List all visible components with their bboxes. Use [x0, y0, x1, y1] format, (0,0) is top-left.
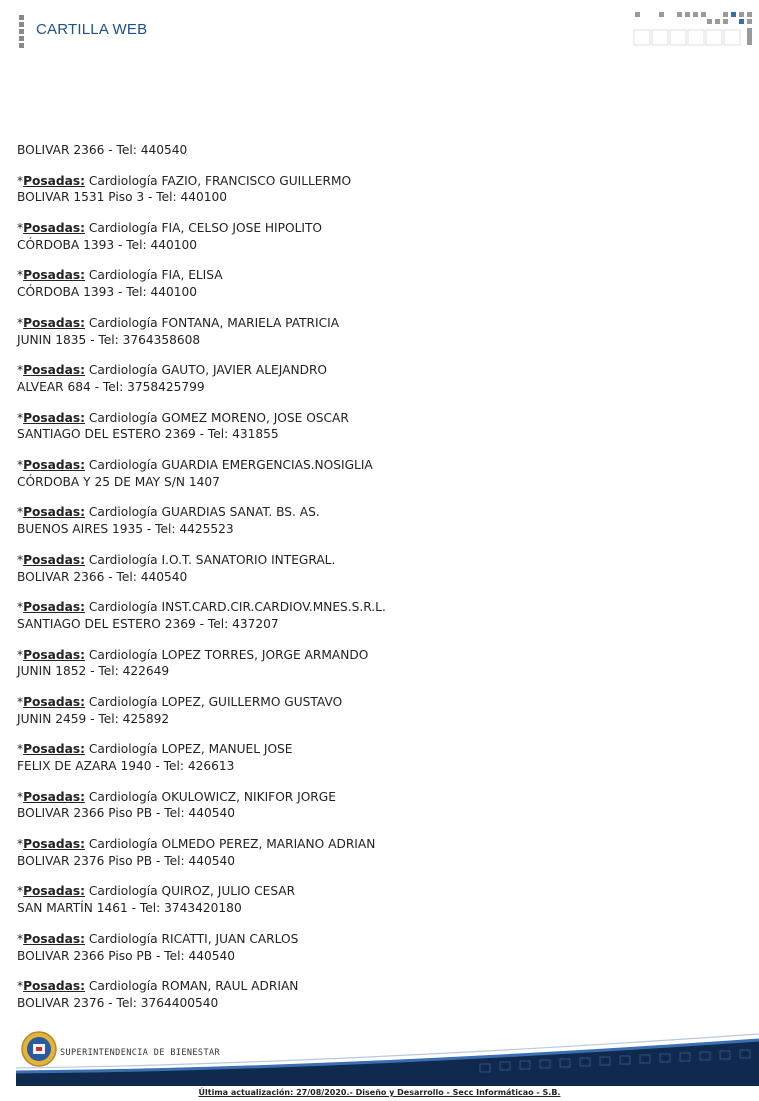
list-item	[17, 599, 737, 633]
entry-prefix: *	[17, 552, 24, 567]
entry-city: Posadas:	[23, 742, 85, 757]
entry-prefix: *	[17, 600, 24, 615]
entry-description: Cardiología GUARDIA EMERGENCIAS.NOSIGLIA	[84, 457, 373, 472]
entry-description: Cardiología OLMEDO PEREZ, MARIANO ADRIAN	[84, 837, 376, 852]
entry-city: Posadas:	[23, 173, 85, 188]
entry-prefix: *	[17, 220, 24, 235]
entry-prefix: *	[17, 647, 24, 662]
entry-city: Posadas:	[23, 647, 85, 662]
list-item	[17, 457, 737, 491]
header-grid-decoration	[633, 12, 755, 46]
entry-description: Cardiología GAUTO, JAVIER ALEJANDRO	[84, 363, 328, 378]
entry-description: Cardiología FIA, ELISA	[84, 268, 223, 283]
list-item-continuation: BOLIVAR 2366 - Tel: 440540	[17, 143, 188, 157]
entry-address: BUENOS AIRES 1935 - Tel: 4425523	[17, 522, 234, 537]
entry-city: Posadas:	[23, 600, 85, 615]
entry-address: JUNIN 1835 - Tel: 3764358608	[17, 332, 201, 347]
entry-city: Posadas:	[23, 789, 85, 804]
list-item	[17, 836, 737, 870]
entry-prefix: *	[17, 742, 24, 757]
entry-address: BOLIVAR 2366 Piso PB - Tel: 440540	[17, 806, 236, 821]
list-item	[17, 552, 737, 586]
entry-description: Cardiología GUARDIAS SANAT. BS. AS.	[84, 505, 320, 520]
entry-address: JUNIN 2459 - Tel: 425892	[17, 711, 170, 726]
list-item	[17, 220, 737, 254]
entry-description: Cardiología LOPEZ, GUILLERMO GUSTAVO	[84, 694, 343, 709]
list-item	[17, 694, 737, 728]
last-update-note: Última actualización: 27/08/2020.- Diseño y Desarrollo - Secc Informáticao - S.B.	[198, 1088, 561, 1097]
list-item	[17, 647, 737, 681]
entry-prefix: *	[17, 363, 24, 378]
entry-prefix: *	[17, 268, 24, 283]
entry-address: SANTIAGO DEL ESTERO 2369 - Tel: 437207	[17, 616, 279, 631]
entry-description: Cardiología FONTANA, MARIELA PATRICIA	[84, 315, 340, 330]
entry-prefix: *	[17, 884, 24, 899]
entry-city: Posadas:	[23, 552, 85, 567]
entry-address: ALVEAR 684 - Tel: 3758425799	[17, 379, 205, 394]
header-accent-bar	[19, 15, 24, 46]
entry-address: SANTIAGO DEL ESTERO 2369 - Tel: 431855	[17, 427, 279, 442]
entry-prefix: *	[17, 931, 24, 946]
provider-list	[17, 142, 737, 1026]
entry-address: JUNIN 1852 - Tel: 422649	[17, 664, 170, 679]
entry-city: Posadas:	[23, 837, 85, 852]
org-name: SUPERINTENDENCIA DE BIENESTAR	[60, 1048, 221, 1058]
entry-prefix: *	[17, 837, 24, 852]
entry-prefix: *	[17, 694, 24, 709]
entry-prefix: *	[17, 173, 24, 188]
list-item	[17, 315, 737, 349]
entry-address: SAN MARTÍN 1461 - Tel: 3743420180	[17, 901, 242, 916]
entry-address: BOLIVAR 1531 Piso 3 - Tel: 440100	[17, 190, 228, 205]
page-title: CARTILLA WEB	[36, 21, 148, 38]
entry-description: Cardiología INST.CARD.CIR.CARDIOV.MNES.S.R.L.	[84, 600, 386, 615]
entry-city: Posadas:	[23, 363, 85, 378]
entry-description: Cardiología FAZIO, FRANCISCO GUILLERMO	[84, 173, 352, 188]
entry-description: Cardiología OKULOWICZ, NIKIFOR JORGE	[84, 789, 336, 804]
entry-address: CÓRDOBA Y 25 DE MAY S/N 1407	[17, 474, 220, 489]
entry-prefix: *	[17, 505, 24, 520]
list-item	[17, 410, 737, 444]
entry-description: Cardiología RICATTI, JUAN CARLOS	[84, 931, 299, 946]
entry-city: Posadas:	[23, 979, 85, 994]
entry-description: Cardiología FIA, CELSO JOSE HIPOLITO	[84, 220, 323, 235]
entry-prefix: *	[17, 457, 24, 472]
entry-address: BOLIVAR 2366 Piso PB - Tel: 440540	[17, 948, 236, 963]
entry-address: BOLIVAR 2366 - Tel: 440540	[17, 569, 188, 584]
list-item	[17, 267, 737, 301]
entry-description: Cardiología LOPEZ TORRES, JORGE ARMANDO	[84, 647, 369, 662]
entry-city: Posadas:	[23, 884, 85, 899]
entry-address: CÓRDOBA 1393 - Tel: 440100	[17, 285, 198, 300]
entry-prefix: *	[17, 315, 24, 330]
entry-city: Posadas:	[23, 931, 85, 946]
list-item	[17, 789, 737, 823]
entry-prefix: *	[17, 979, 24, 994]
entry-city: Posadas:	[23, 410, 85, 425]
list-item	[17, 931, 737, 965]
list-item	[17, 362, 737, 396]
list-item	[17, 173, 737, 207]
entry-city: Posadas:	[23, 505, 85, 520]
list-item	[17, 883, 737, 917]
entry-description: Cardiología LOPEZ, MANUEL JOSE	[84, 742, 293, 757]
entry-address: BOLIVAR 2376 Piso PB - Tel: 440540	[17, 853, 236, 868]
entry-city: Posadas:	[23, 315, 85, 330]
entry-city: Posadas:	[23, 220, 85, 235]
entry-description: Cardiología QUIROZ, JULIO CESAR	[84, 884, 296, 899]
entry-description: Cardiología I.O.T. SANATORIO INTEGRAL.	[84, 552, 336, 567]
entry-city: Posadas:	[23, 268, 85, 283]
entry-prefix: *	[17, 789, 24, 804]
entry-address: BOLIVAR 2376 - Tel: 3764400540	[17, 996, 219, 1011]
list-item	[17, 741, 737, 775]
entry-description: Cardiología GOMEZ MORENO, JOSE OSCAR	[84, 410, 349, 425]
entry-description: Cardiología ROMAN, RAUL ADRIAN	[84, 979, 299, 994]
entry-address: CÓRDOBA 1393 - Tel: 440100	[17, 237, 198, 252]
list-item	[17, 504, 737, 538]
entry-address: FELIX DE AZARA 1940 - Tel: 426613	[17, 759, 235, 774]
entry-city: Posadas:	[23, 694, 85, 709]
list-item	[17, 978, 737, 1012]
entry-prefix: *	[17, 410, 24, 425]
entry-city: Posadas:	[23, 457, 85, 472]
superintendencia-seal-icon	[22, 1032, 56, 1066]
